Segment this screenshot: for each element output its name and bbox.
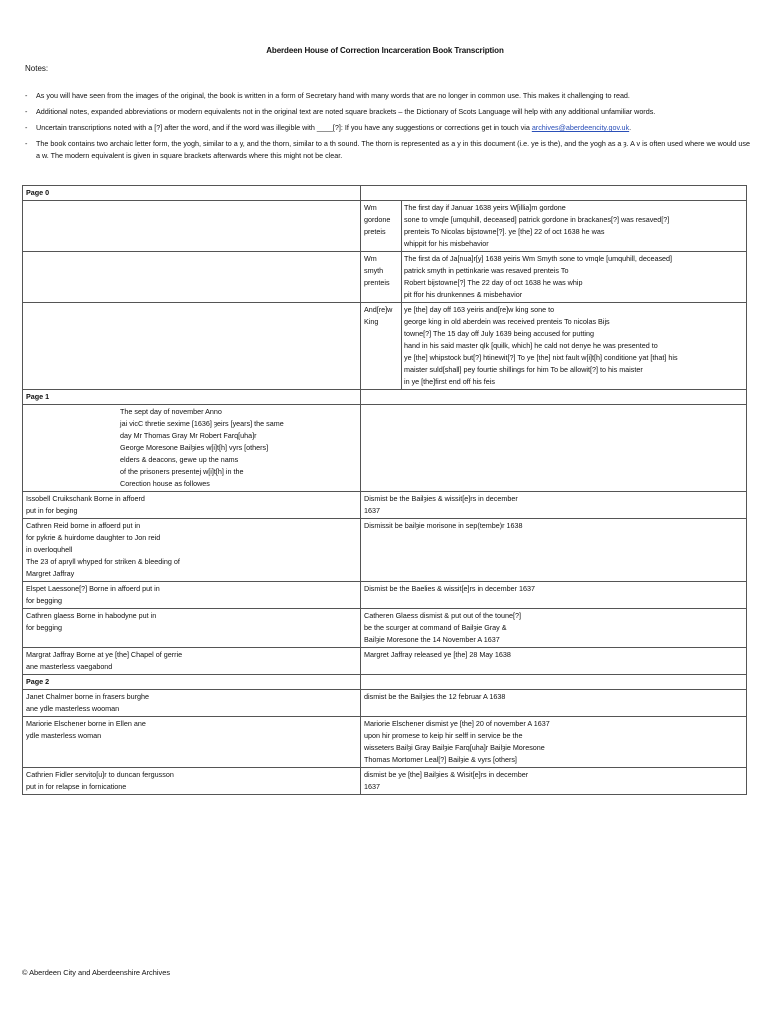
prisoner-line: Cathren Reid borne in affoerd put in	[26, 521, 141, 530]
prisoner-line: Cathrien Fidler servito[u]r to duncan fergusson	[26, 770, 174, 779]
entry-body	[402, 253, 743, 301]
table-row	[23, 609, 747, 648]
note-text: Additional notes, expanded abbreviations or modern equivalents not in the original text are noted square brackets – the Dictionary of Scots Language will help with any additional unfamiliar words.	[36, 107, 656, 116]
outcome-line: Thomas Mortomer Leal[?] Bailȝie & vyrs [others]	[364, 755, 517, 764]
prisoner-line: put in for beging	[26, 506, 78, 515]
transcription-table	[22, 185, 747, 795]
page-label: Page 1	[23, 390, 361, 405]
copyright-footer: © Aberdeen City and Aberdeenshire Archives	[22, 968, 171, 977]
outcome-line: Dismist be the Baelies & wissit[e]rs in december 1637	[364, 584, 535, 593]
outcome-cell	[361, 717, 747, 768]
intro-line: George Moresone Bailȝies w[i]t[h] vyrs [others]	[120, 443, 269, 452]
note-item: - The book contains two archaic letter form, the yogh, similar to a y, and the thorn, similar to a th sound. The thorn is represented as a y in this document (i.e. ye is the), and the yogh as a ȝ. A v is often used where we would use a w. The modern equivalent is given in square brackets afterwards where this might not be clear.	[25, 138, 755, 162]
table-row	[23, 303, 747, 390]
page-label-spacer	[361, 186, 747, 201]
entry-line: maister suld[shall] pey fourtie shillings for him To be allowit[?] to his maister	[404, 365, 643, 374]
outcome-line: Margret Jaffray released ye [the] 28 May 1638	[364, 650, 511, 659]
entry-line: The first da of Ja[nua]r[y] 1638 yeiris Wm Smyth sone to vmqle [umquhill, deceased]	[404, 254, 673, 263]
entry-name-line: prenteis	[364, 278, 390, 287]
archives-email-link[interactable]: archives@aberdeencity.gov.uk	[531, 123, 630, 132]
prisoner-line: Elspet Laessone[?] Borne in affoerd put in	[26, 584, 160, 593]
page-label: Page 2	[23, 675, 361, 690]
entry-name	[361, 252, 402, 302]
entry-name-line: Wm	[364, 203, 377, 212]
entry-line: george king in old aberdein was received prenteis To nicolas Bijs	[404, 317, 610, 326]
prisoner-line: The 23 of apryll whyped for striken & bleeding of	[26, 557, 180, 566]
page-0-header	[23, 186, 747, 201]
intro-line: jai vicC thretie sexime [1636] ȝeirs [years] the same	[120, 419, 284, 428]
table-row	[23, 717, 747, 768]
outcome-line: 1637	[364, 782, 380, 791]
notes-label: Notes:	[25, 64, 49, 73]
outcome-cell	[361, 690, 747, 717]
entry-line: prenteis To Nicolas bijstowne[?]. ye [the] 22 of oct 1638 he was	[404, 227, 605, 236]
prisoner-line: ane ydle masterless wooman	[26, 704, 120, 713]
outcome-line: dismist be the Bailȝies the 12 februar A 1638	[364, 692, 506, 701]
document-title: Aberdeen House of Correction Incarceration Book Transcription	[266, 46, 504, 55]
outcome-line: Dismist be the Bailȝies & wissit[e]rs in december	[364, 494, 518, 503]
prisoner-cell	[23, 690, 361, 717]
entry-line: in ye [the]first end off his feis	[404, 377, 495, 386]
entry-line: towne[?] The 15 day off July 1639 being accused for putting	[404, 329, 594, 338]
prisoner-line: Cathren glaess Borne in habodyne put in	[26, 611, 157, 620]
prisoner-line: for pykrie & huirdome daughter to Jon reid	[26, 533, 161, 542]
entry-line: patrick smyth in pettinkarie was resaved prenteis To	[404, 266, 569, 275]
entry-name-line: preteis	[364, 227, 386, 236]
outcome-cell	[361, 648, 747, 675]
entry-line: ye [the] day off 163 yeiris and[re]w king sone to	[404, 305, 555, 314]
outcome-line: upon hir promese to keip hir selff in service be the	[364, 731, 523, 740]
intro-row	[23, 405, 747, 492]
table-row	[23, 492, 747, 519]
outcome-cell	[361, 582, 747, 609]
entry-line: pit ffor his drunkennes & misbehavior	[404, 290, 523, 299]
outcome-cell	[361, 519, 747, 582]
prisoner-line: ane masterless vaegabond	[26, 662, 113, 671]
table-row	[23, 252, 747, 303]
outcome-cell	[361, 768, 747, 795]
entry-cell	[361, 201, 747, 252]
entry-line: hand in his said master qlk [quilk, which] he cald not denye he was presented to	[404, 341, 658, 350]
prisoner-line: Margrat Jaffray Borne at ye [the] Chapel of gerrie	[26, 650, 183, 659]
note-text: The book contains two archaic letter form, the yogh, similar to a y, and the thorn, similar to a th sound. The thorn is represented as a y in this document (i.e. ye is the), and the yogh as a ȝ. A v is often used where we would use a w. The modern equivalent is given in square brackets afterwards where this might not be clear.	[36, 139, 751, 160]
entry-cell	[361, 252, 747, 303]
prisoner-line: for begging	[26, 596, 62, 605]
table-row	[23, 690, 747, 717]
prisoner-cell	[23, 768, 361, 795]
prisoner-cell	[23, 609, 361, 648]
entry-cell	[361, 303, 747, 390]
note-item: - Uncertain transcriptions noted with a [?] after the word, and if the word was illegible with ____[?]: If you have any suggestions or corrections get in touch via archives@aberdeencity.gov.uk.	[25, 123, 632, 132]
outcome-line: 1637	[364, 506, 380, 515]
entry-line: sone to vmqle [umquhill, deceased] patrick gordone in brackanes[?] was resaved[?]	[404, 215, 670, 224]
entry-line: ye [the] whipstock but[?] htinewit[?] To ye [the] nixt fault w[i]t[h] conditione yat [that] his	[404, 353, 678, 362]
page-label: Page 0	[23, 186, 361, 201]
prisoner-line: ydle masterless woman	[26, 731, 102, 740]
prisoner-line: put in for relapse in fornicatione	[26, 782, 127, 791]
prisoner-cell	[23, 717, 361, 768]
entry-name	[361, 201, 402, 251]
prisoner-line: Mariorie Elschener borne in Ellen ane	[26, 719, 146, 728]
note-text: Uncertain transcriptions noted with a [?] after the word, and if the word was illegible with ____[?]: If you have any suggestions or corrections get in touch via	[36, 123, 532, 132]
prisoner-cell	[23, 492, 361, 519]
outcome-line: be the scurger at command of Bailȝie Gray &	[364, 623, 507, 632]
prisoner-line: for begging	[26, 623, 62, 632]
intro-cell	[23, 405, 361, 492]
table-row	[23, 768, 747, 795]
outcome-line: dismist be ye [the] Bailȝies & Wisit[e]rs in december	[364, 770, 529, 779]
table-row	[23, 519, 747, 582]
entry-line: whippit for his misbehavior	[404, 239, 489, 248]
entry-body	[402, 304, 743, 388]
intro-line: elders & deacons, gewe up the nams	[120, 455, 239, 464]
entry-name-line: Wm	[364, 254, 377, 263]
intro-line: The sept day of november Anno	[120, 407, 222, 416]
page-label-spacer	[361, 390, 747, 405]
empty-cell	[361, 405, 747, 492]
outcome-cell	[361, 609, 747, 648]
entry-name-line: King	[364, 317, 379, 326]
page-label-spacer	[361, 675, 747, 690]
entry-name	[361, 303, 402, 389]
note-text: As you will have seen from the images of the original, the book is written in a form of Secretary hand with many words that are no longer in common use. This makes it challenging to read.	[36, 91, 630, 100]
notes-list	[25, 90, 755, 166]
entry-line: Robert bijstowne[?] The 22 day of oct 1638 he was whip	[404, 278, 583, 287]
entry-name-line: And[re]w	[364, 305, 393, 314]
prisoner-cell	[23, 519, 361, 582]
prisoner-cell	[23, 648, 361, 675]
note-item: - Additional notes, expanded abbreviations or modern equivalents not in the original text are noted square brackets – the Dictionary of Scots Language will help with any additional unfamiliar words.	[25, 106, 755, 118]
empty-cell	[23, 201, 361, 252]
page-1-header	[23, 390, 747, 405]
table-row	[23, 582, 747, 609]
outcome-line: Mariorie Elschener dismist ye [the] 20 of november A 1637	[364, 719, 550, 728]
prisoner-cell	[23, 582, 361, 609]
entry-name-line: gordone	[364, 215, 391, 224]
note-item: - As you will have seen from the images of the original, the book is written in a form of Secretary hand with many words that are no longer in common use. This makes it challenging to read.	[25, 90, 755, 102]
prisoner-line: Issobell Cruikschank Borne in affoerd	[26, 494, 145, 503]
intro-line: Corection house as followes	[120, 479, 210, 488]
intro-line: day Mr Thomas Gray Mr Robert Farq[uha]r	[120, 431, 257, 440]
page-2-header	[23, 675, 747, 690]
table-row	[23, 648, 747, 675]
prisoner-line: Margret Jaffray	[26, 569, 75, 578]
table-row	[23, 201, 747, 252]
outcome-line: Dismissit be bailȝie morisone in sep(tembe)r 1638	[364, 521, 523, 530]
entry-line: The first day if Januar 1638 yeirs W[illia]m gordone	[404, 203, 566, 212]
entry-name-line: smyth	[364, 266, 384, 275]
outcome-line: wisseters Bailȝi Gray Bailȝie Farq[uha]r Bailȝie Moresone	[364, 743, 545, 752]
empty-cell	[23, 252, 361, 303]
prisoner-line: in overloquhell	[26, 545, 73, 554]
empty-cell	[23, 303, 361, 390]
intro-line: of the prisoners presentej w[i]t[h] in the	[120, 467, 244, 476]
outcome-cell	[361, 492, 747, 519]
entry-body	[402, 202, 743, 250]
prisoner-line: Janet Chalmer borne in frasers burghe	[26, 692, 150, 701]
outcome-line: Bailȝie Moresone the 14 November A 1637	[364, 635, 500, 644]
outcome-line: Catheren Glaess dismist & put out of the toune[?]	[364, 611, 522, 620]
